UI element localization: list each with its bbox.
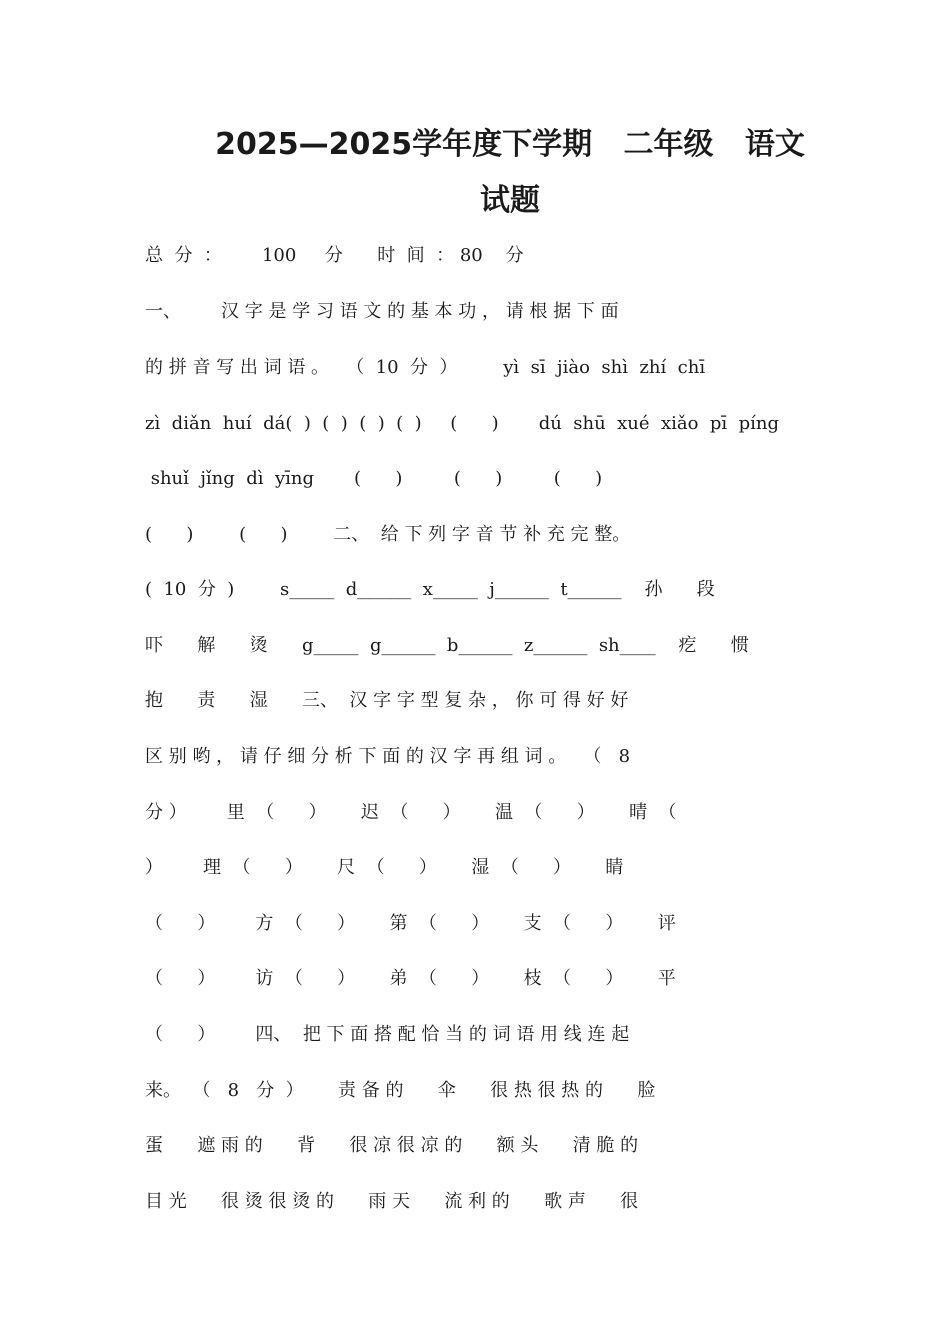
question-1-pinyin-line: shuǐ jǐng dì yīng ( ) ( ) ( ) [145,468,603,489]
question-1-line: 一、 汉 字 是 学 习 语 文 的 基 本 功 ， 请 根 据 下 面 [145,301,619,322]
score-time-line: 总 分 ： 100 分 时 间 ： 80 分 [145,245,524,266]
exam-title: 2025—2025学年度下学期 二年级 语文 [215,127,805,162]
question-1-pinyin-line: 的 拼 音 写 出 词 语 。 （ 10 分 ） yì sī jiào shì zhí chī [145,357,706,378]
question-1-pinyin-line: zì diǎn huí dá( ) ( ) ( ) ( ) ( ) dú shū xué xiǎo pī píng [145,413,779,434]
question-4-pairs-line: 目 光 很 烫 很 烫 的 雨 天 流 利 的 歌 声 很 [145,1191,639,1212]
question-2-syllable-line: ( 10 分 ) s_____ d______ x_____ j______ t______ 孙 段 [145,579,715,600]
question-3-words-line: （ ） 访 （ ） 弟 （ ） 枝 （ ） 平 [145,968,676,989]
question-3-words-line: 分 ） 里 （ ） 迟 （ ） 温 （ ） 晴 （ [145,802,677,823]
question-2-syllable-line: 吓 解 烫 g_____ g______ b______ z______ sh____ 疙 惯 [145,635,749,656]
question-4-pairs-line: 来。 （ 8 分 ） 责 备 的 伞 很 热 很 热 的 脸 [145,1080,656,1101]
exam-title-continued: 试题 [480,183,540,218]
question-2-line: ( ) ( ) 二、 给 下 列 字 音 节 补 充 完 整。 [145,524,631,545]
question-3-line: 抱 责 湿 三、 汉 字 字 型 复 杂 ， 你 可 得 好 好 [145,690,629,711]
question-3-line: 区 别 哟 ， 请 仔 细 分 析 下 面 的 汉 字 再 组 词 。 （ 8 [145,746,631,767]
question-3-words-line: （ ） 方 （ ） 第 （ ） 支 （ ） 评 [145,913,676,934]
question-3-words-line: ） 理 （ ） 尺 （ ） 湿 （ ） 睛 [145,857,624,878]
question-4-pairs-line: 蛋 遮 雨 的 背 很 凉 很 凉 的 额 头 清 脆 的 [145,1135,639,1156]
question-4-line: （ ） 四、 把 下 面 搭 配 恰 当 的 词 语 用 线 连 起 [145,1024,630,1045]
